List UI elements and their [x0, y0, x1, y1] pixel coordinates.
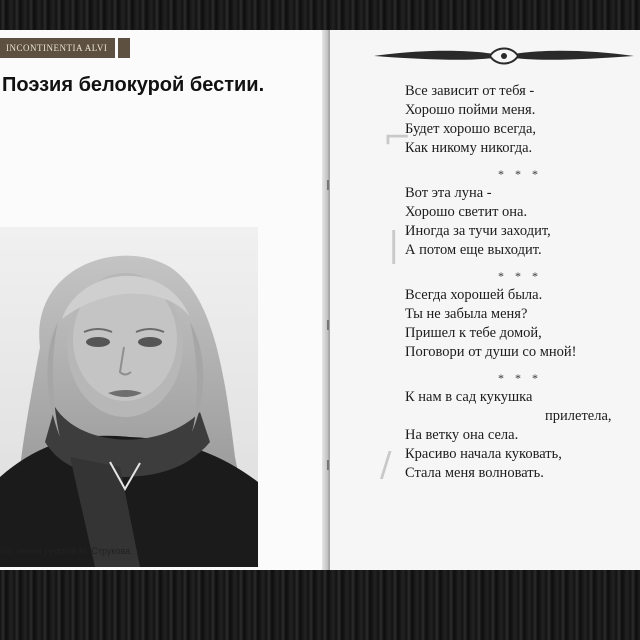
- header-band: [0, 38, 115, 58]
- stanza-separator: * * *: [498, 167, 542, 181]
- page-title: Поэзия белокурой бестии.: [2, 74, 265, 96]
- header-label: INCONTINENTIA ALVI: [6, 43, 108, 53]
- poem-line: Пришел к тебе домой,: [405, 325, 542, 341]
- poem-stanza: [405, 82, 640, 158]
- bottom-border: [0, 570, 640, 640]
- poem-line: А потом еще выходит.: [405, 242, 542, 258]
- poem-line: Поговори от души со мной!: [405, 344, 577, 360]
- ornament-icon: [370, 44, 638, 68]
- poem-line: Иногда за тучи заходит,: [405, 223, 551, 239]
- stanza-separator: * * *: [498, 269, 542, 283]
- poem-line: К нам в сад кукушка: [405, 389, 533, 405]
- header-band-tail: [118, 38, 130, 58]
- stanza-separator: * * *: [498, 371, 542, 385]
- poem: [405, 82, 640, 483]
- pencil-mark-icon: |: [388, 225, 400, 265]
- left-page: [0, 30, 328, 570]
- poem-stanza: [405, 286, 640, 362]
- poem-line: На ветку она села.: [405, 427, 519, 443]
- poem-line: Ты не забыла меня?: [405, 306, 528, 322]
- poem-stanza: [405, 184, 640, 260]
- poem-line: прилетела,: [545, 408, 612, 424]
- poem-stanza: [405, 388, 640, 483]
- poem-line: Вот эта луна -: [405, 185, 492, 201]
- binding-stitch: [327, 320, 329, 330]
- poem-line: Стала меня волновать.: [405, 465, 544, 481]
- binding-stitch: [327, 460, 329, 470]
- poem-line: Всегда хорошей была.: [405, 287, 543, 303]
- poem-line: Красиво начала куковать,: [405, 446, 562, 462]
- poem-line: Будет хорошо всегда,: [405, 121, 537, 137]
- top-border: [0, 0, 640, 30]
- poem-line: Все зависит от тебя -: [405, 83, 535, 99]
- pencil-mark-icon: /: [380, 445, 392, 485]
- poem-line: Хорошо светит она.: [405, 204, 528, 220]
- binding-stitch: [327, 180, 329, 190]
- poem-line: Хорошо пойми меня.: [405, 102, 536, 118]
- photo-caption: оэт земли русской М. Струкова.: [0, 546, 133, 556]
- portrait-photo: [0, 227, 258, 567]
- poem-line: Как никому никогда.: [405, 140, 533, 156]
- pencil-mark-icon: ⌐: [383, 118, 412, 158]
